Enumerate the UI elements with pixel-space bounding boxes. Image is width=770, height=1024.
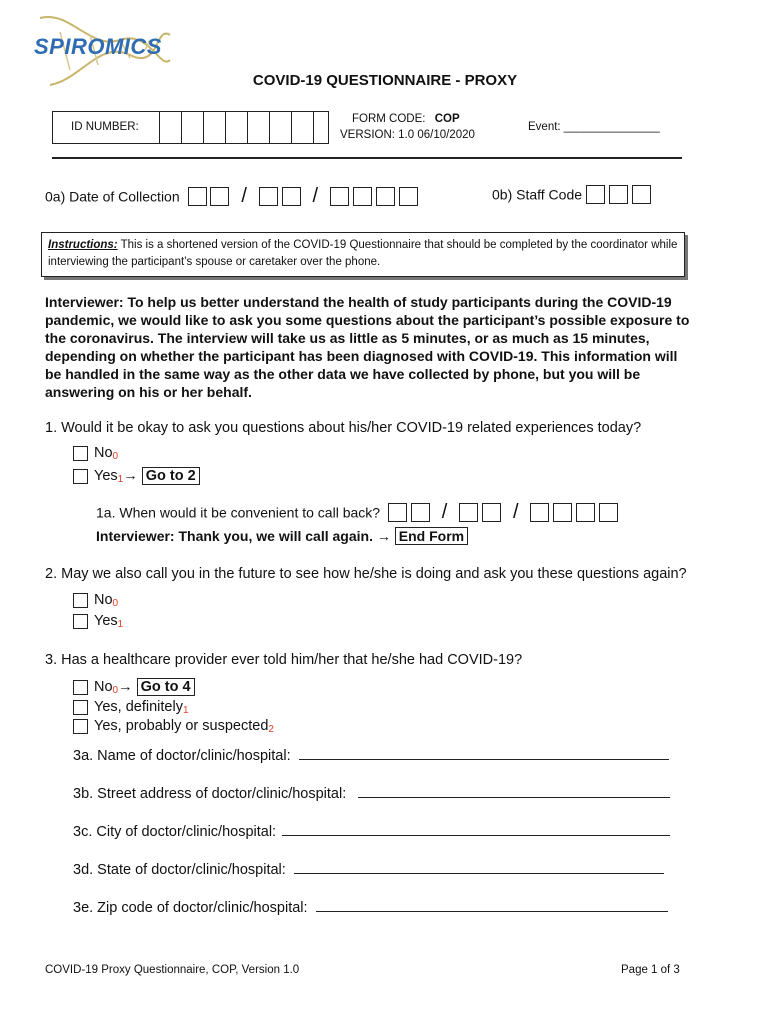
q3-definitely-checkbox[interactable] bbox=[73, 700, 88, 715]
callback-sep-2: / bbox=[512, 501, 519, 523]
arrow-icon: → bbox=[118, 679, 133, 695]
q2-no-label: No bbox=[94, 592, 113, 608]
q3-probably-code: 2 bbox=[268, 724, 274, 735]
q1-yes-checkbox[interactable] bbox=[73, 469, 88, 484]
q3-goto: Go to 4 bbox=[137, 678, 195, 696]
q2-yes-label: Yes bbox=[94, 613, 118, 629]
form-code bbox=[340, 113, 460, 125]
q3-probably-label: Yes, probably or suspected bbox=[94, 718, 269, 734]
q1-yes-label: Yes bbox=[94, 468, 118, 484]
id-number-label: ID NUMBER: bbox=[71, 121, 139, 133]
q3a-row bbox=[73, 748, 669, 764]
q3d-label: 3d. State of doctor/clinic/hospital: bbox=[73, 862, 286, 878]
q1-no-checkbox[interactable] bbox=[73, 446, 88, 461]
arrow-icon: → bbox=[123, 468, 138, 484]
date-of-collection bbox=[45, 185, 418, 208]
q3a-input[interactable] bbox=[299, 759, 669, 760]
header-rule bbox=[52, 157, 682, 159]
q3d-input[interactable] bbox=[294, 873, 664, 874]
instructions-box bbox=[41, 232, 685, 277]
q3b-label: 3b. Street address of doctor/clinic/hospital: bbox=[73, 786, 347, 802]
q3b-input[interactable] bbox=[358, 797, 670, 798]
form-code-label: FORM CODE: bbox=[352, 113, 426, 125]
staff-code-label: 0b) Staff Code bbox=[492, 186, 583, 203]
end-form-label: End Form bbox=[395, 527, 468, 545]
q2-no-code: 0 bbox=[112, 598, 119, 609]
q3c-label: 3c. City of doctor/clinic/hospital: bbox=[73, 824, 277, 840]
date-sep-2: / bbox=[312, 185, 319, 207]
callback-year-input[interactable] bbox=[530, 503, 618, 519]
footer-left: COVID-19 Proxy Questionnaire, COP, Version 1.0 bbox=[45, 964, 300, 976]
instructions-heading: Instructions: bbox=[48, 239, 118, 251]
form-code-value: COP bbox=[434, 113, 460, 125]
q1-thank-text: Interviewer: Thank you, we will call again. bbox=[96, 528, 373, 544]
staff-code bbox=[492, 185, 651, 204]
q3d-row bbox=[73, 862, 664, 878]
question-2: 2. May we also call you in the future to see how he/she is doing and ask you these questions again? bbox=[45, 566, 687, 582]
callback-month-input[interactable] bbox=[388, 503, 430, 519]
q1-no-label: No bbox=[94, 445, 113, 461]
q2-option-yes[interactable] bbox=[73, 611, 123, 635]
date-of-collection-label: 0a) Date of Collection bbox=[45, 188, 180, 205]
page-title: COVID-19 QUESTIONNAIRE - PROXY bbox=[252, 72, 518, 89]
instructions-text: This is a shortened version of the COVID-19 Questionnaire that should be completed by the coordinator while interviewing the participant’s spouse or caretaker over the phone. bbox=[48, 239, 678, 268]
question-1a bbox=[96, 501, 618, 524]
q3-probably-checkbox[interactable] bbox=[73, 719, 88, 734]
question-1: 1. Would it be okay to ask you questions about his/her COVID-19 related experiences today? bbox=[45, 420, 642, 436]
q3c-row bbox=[73, 824, 670, 840]
q3b-row bbox=[73, 786, 670, 802]
q3e-row bbox=[73, 900, 668, 916]
q1-option-yes[interactable] bbox=[73, 466, 200, 490]
q3-definitely-code: 1 bbox=[182, 705, 189, 716]
q2-no-checkbox[interactable] bbox=[73, 593, 88, 608]
q3-no-checkbox[interactable] bbox=[73, 680, 88, 695]
q3e-label: 3e. Zip code of doctor/clinic/hospital: bbox=[73, 900, 308, 916]
q1-goto: Go to 2 bbox=[142, 467, 200, 485]
staff-code-input[interactable] bbox=[586, 185, 651, 201]
q2-yes-checkbox[interactable] bbox=[73, 614, 88, 629]
question-3: 3. Has a healthcare provider ever told him/her that he/she had COVID-19? bbox=[45, 652, 523, 668]
event-field[interactable]: Event: _______________ bbox=[528, 121, 660, 133]
q1-option-no[interactable] bbox=[73, 443, 118, 467]
form-version: VERSION: 1.0 06/10/2020 bbox=[340, 129, 475, 141]
q1-thank-you bbox=[96, 528, 468, 544]
date-sep-1: / bbox=[241, 185, 247, 207]
date-year-input[interactable] bbox=[330, 187, 418, 203]
q3a-label: 3a. Name of doctor/clinic/hospital: bbox=[73, 748, 291, 764]
footer-page-number: Page 1 of 3 bbox=[621, 964, 680, 976]
q1a-label: 1a. When would it be convenient to call back? bbox=[96, 504, 381, 521]
q2-yes-code: 1 bbox=[117, 619, 124, 630]
id-number-boxes bbox=[159, 112, 335, 143]
logo-text: SPIROMICS bbox=[34, 34, 162, 59]
callback-day-input[interactable] bbox=[459, 503, 501, 519]
q1-no-code: 0 bbox=[112, 451, 119, 462]
q3-definitely-label: Yes, definitely bbox=[94, 699, 183, 715]
arrow-icon: → bbox=[372, 528, 395, 544]
q3e-input[interactable] bbox=[316, 911, 668, 912]
date-day-input[interactable] bbox=[259, 187, 301, 203]
callback-sep-1: / bbox=[441, 501, 448, 523]
date-month-input[interactable] bbox=[188, 187, 230, 203]
id-number-field[interactable] bbox=[52, 111, 329, 144]
q3-option-probably[interactable] bbox=[73, 716, 274, 740]
interviewer-intro: Interviewer: To help us better understand the health of study participants during the COVID-19 pandemic, we would like to ask you some questions about the participant’s possible exposure to the coronavirus. The interview will take us as little as 5 minutes, or as much as 15 minutes, depending on whether the participant has been diagnosed with COVID-19. This information will be handled in the same way as the other data we have collected by phone, but you will be answering on his or her behalf. bbox=[45, 294, 690, 400]
q3c-input[interactable] bbox=[282, 835, 670, 836]
q3-no-label: No bbox=[94, 679, 113, 695]
q3-no-code: 0 bbox=[112, 685, 119, 696]
q1-yes-code: 1 bbox=[117, 474, 124, 485]
